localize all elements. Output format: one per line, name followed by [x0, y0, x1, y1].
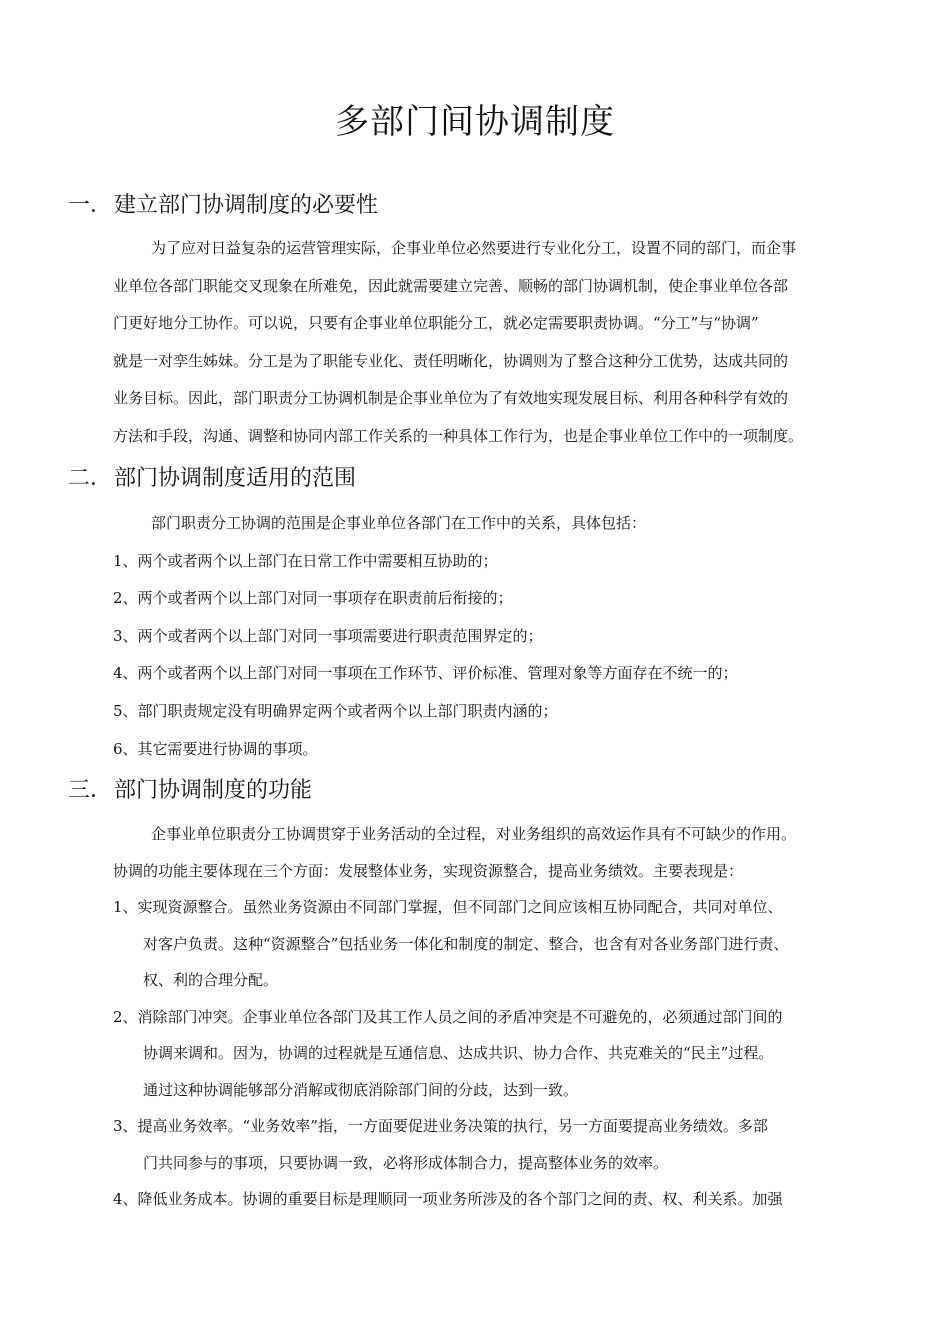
numbered-item-1 [113, 889, 788, 999]
list-item: 3、两个或者两个以上部门对同一事项需要进行职责范围界定的； [113, 626, 543, 645]
item-line: 权、利的合理分配。 [143, 971, 279, 989]
section-2-heading [68, 464, 356, 494]
paragraph-line: 业单位各部门职能交叉现象在所难免，因此就需要建立完善、顺畅的部门协调机制，使企事业单位各部 [113, 276, 789, 295]
item-line: 3、提高业务效率。“业务效率”指，一方面要促进业务决策的执行，另一方面要提高业务绩效。多部 [113, 1117, 768, 1135]
numbered-item-3 [113, 1108, 788, 1181]
item-line: 通过这种协调能够部分消解或彻底消除部门间的分歧，达到一致。 [143, 1080, 579, 1099]
item-line: 协调来调和。因为，协调的过程就是互通信息、达成共识、协力合作、共克难关的“民主”过程。 [143, 1044, 774, 1062]
section-2-number: 二． [68, 466, 113, 491]
item-line: 4、降低业务成本。协调的重要目标是理顺同一项业务所涉及的各个部门之间的责、权、利关系。加强 [113, 1190, 783, 1208]
section-3-number: 三． [68, 778, 113, 803]
paragraph-line: 业务目标。因此，部门职责分工协调机制是企事业单位为了有效地实现发展目标、利用各种科学有效的 [113, 389, 789, 408]
section-1-title: 建立部门协调制度的必要性 [114, 193, 379, 218]
paragraph-line: 方法和手段，沟通、调整和协同内部工作关系的一种具体工作行为，也是企事业单位工作中的一项制度。 [113, 426, 804, 445]
numbered-item-2 [113, 999, 788, 1109]
document-title: 多部门间协调制度 [335, 102, 615, 142]
section-2-intro: 部门职责分工协调的范围是企事业单位各部门在工作中的关系，具体包括： [151, 514, 647, 532]
list-item: 2、两个或者两个以上部门对同一事项存在职责前后衔接的； [113, 589, 513, 608]
list-item: 4、两个或者两个以上部门对同一事项在工作环节、评价标准、管理对象等方面存在不统一的； [113, 664, 738, 683]
paragraph-line: 企事业单位职责分工协调贯穿于业务活动的全过程，对业务组织的高效运作具有不可缺少的作用。 [151, 825, 797, 843]
section-3-list [113, 889, 788, 1218]
item-line: 2、消除部门冲突。企事业单位各部门及其工作人员之间的矛盾冲突是不可避免的，必须通过部门间的 [113, 1007, 783, 1026]
section-1-heading [68, 191, 378, 221]
paragraph-line: 为了应对日益复杂的运营管理实际，企事业单位必然要进行专业化分工，设置不同的部门，而企事 [151, 239, 797, 257]
paragraph-line: 协调的功能主要体现在三个方面：发展整体业务，实现资源整合，提高业务绩效。主要表现是： [113, 861, 744, 880]
item-line: 门共同参与的事项，只要协调一致，必将形成体制合力，提高整体业务的效率。 [143, 1153, 669, 1172]
list-item: 6、其它需要进行协调的事项。 [113, 739, 318, 758]
item-line: 对客户负责。这种“资源整合”包括业务一体化和制度的制定、整合，也含有对各业务部门进行责、 [143, 934, 789, 953]
section-1-number: 一． [68, 193, 113, 218]
section-1-paragraph [113, 230, 803, 456]
section-3-title: 部门协调制度的功能 [114, 778, 313, 803]
section-3-intro [113, 816, 796, 889]
list-item: 5、部门职责规定没有明确界定两个或者两个以上部门职责内涵的； [113, 701, 558, 720]
paragraph-line: 就是一对孪生姊妹。分工是为了职能专业化、责任明晰化，协调则为了整合这种分工优势，达成共同的 [113, 351, 789, 370]
section-2-body [113, 505, 738, 768]
item-line: 1、实现资源整合。虽然业务资源由不同部门掌握，但不同部门之间应该相互协同配合，共同对单位、 [113, 898, 783, 916]
numbered-item-4 [113, 1181, 788, 1218]
section-2-title: 部门协调制度适用的范围 [114, 466, 357, 491]
section-3-heading [68, 776, 312, 806]
list-item: 1、两个或者两个以上部门在日常工作中需要相互协助的； [113, 551, 498, 570]
paragraph-line: 门更好地分工协作。可以说，只要有企事业单位职能分工，就必定需要职责协调。“分工”与“协调” [113, 314, 759, 333]
